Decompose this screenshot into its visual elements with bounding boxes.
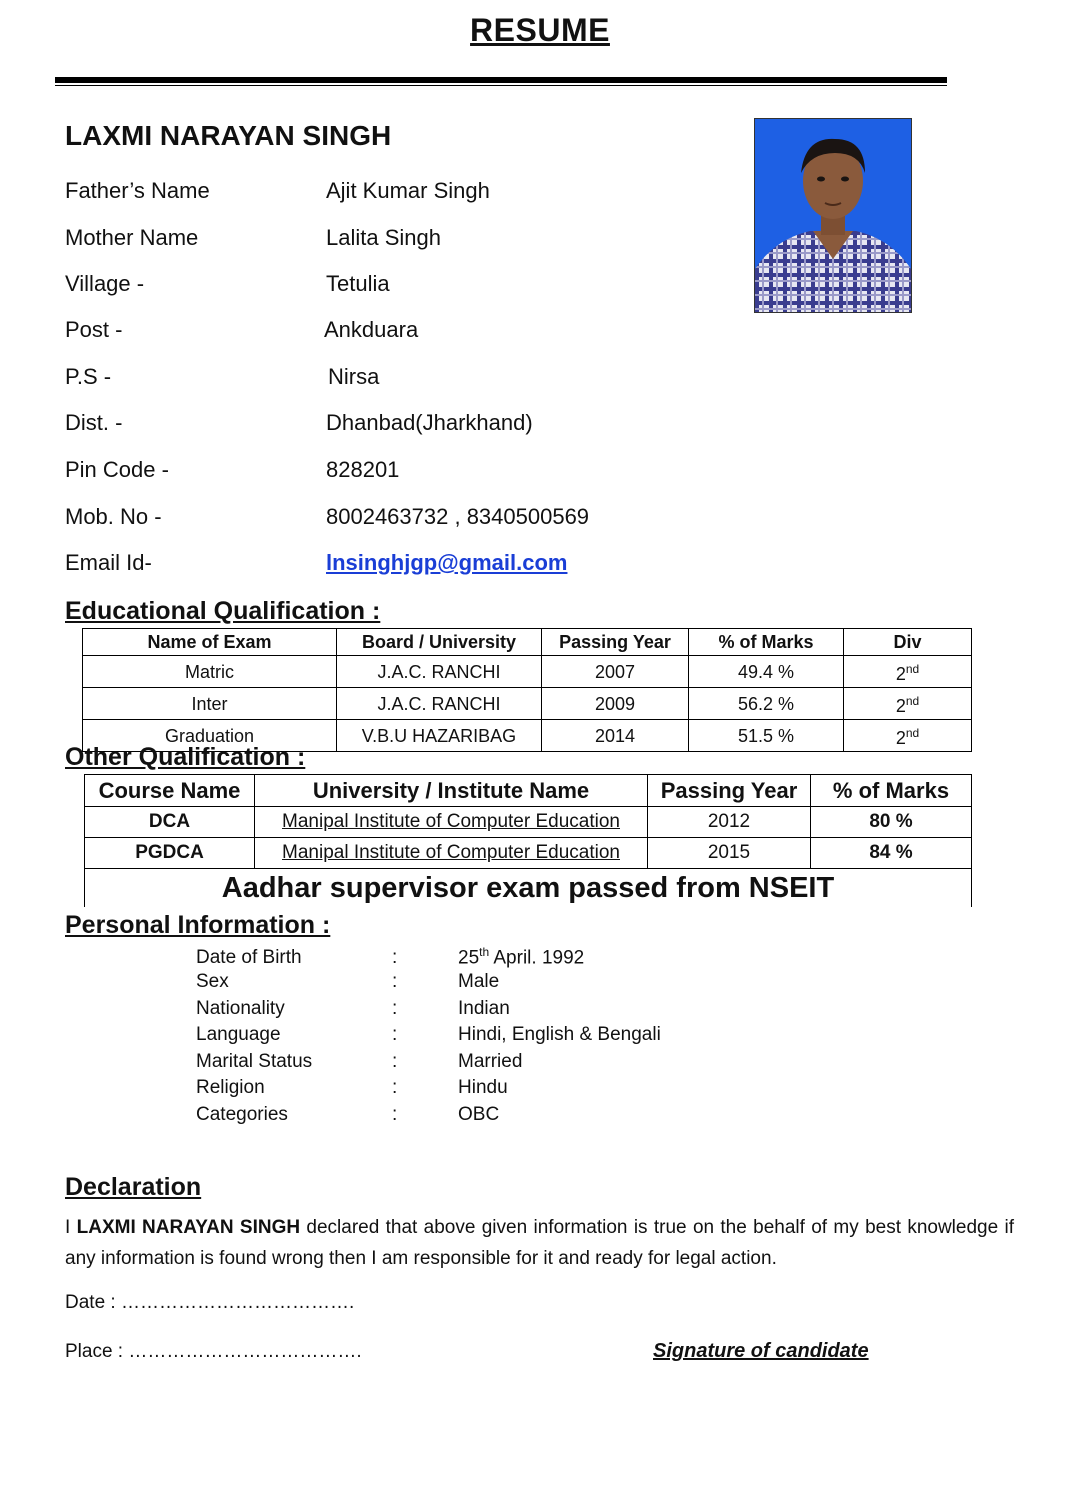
signature-label: Signature of candidate <box>653 1340 869 1362</box>
column-header: Course Name <box>85 775 255 807</box>
column-header: Board / University <box>337 629 542 656</box>
personal-row-language: Language : Hindi, English & Bengali <box>196 1024 661 1045</box>
personal-row-sex: Sex : Male <box>196 971 500 992</box>
table-row: PGDCA Manipal Institute of Computer Education 2015 84 % <box>85 838 972 869</box>
personal-row-nationality: Nationality : Indian <box>196 998 510 1019</box>
education-header-row <box>83 629 972 656</box>
column-header: % of Marks <box>811 775 972 807</box>
column-header: % of Marks <box>689 629 844 656</box>
column-header: Name of Exam <box>83 629 337 656</box>
table-row: Graduation V.B.U HAZARIBAG 2014 51.5 % 2nd <box>83 720 972 752</box>
personal-row-dob: Date of Birth : 25th April. 1992 <box>196 945 585 969</box>
other-header-row <box>85 775 972 807</box>
email-link[interactable]: lnsinghjgp@gmail.com <box>326 550 568 575</box>
detail-row-father: Father’s Name Ajit Kumar Singh <box>65 178 490 203</box>
column-header: University / Institute Name <box>255 775 648 807</box>
aadhar-note: Aadhar supervisor exam passed from NSEIT <box>85 869 972 908</box>
column-header: Passing Year <box>542 629 689 656</box>
portrait-image <box>755 119 911 312</box>
detail-row-ps: P.S - Nirsa <box>65 364 380 389</box>
candidate-photo <box>754 118 912 313</box>
declaration-heading: Declaration <box>65 1173 202 1201</box>
detail-row-village: Village - Tetulia <box>65 271 390 296</box>
detail-row-mobile: Mob. No - 8002463732 , 8340500569 <box>65 504 590 529</box>
place-line: Place : ………………………………. <box>65 1341 362 1362</box>
personal-row-religion: Religion : Hindu <box>196 1077 508 1098</box>
table-row: Inter J.A.C. RANCHI 2009 56.2 % 2nd <box>83 688 972 720</box>
column-header: Div <box>844 629 972 656</box>
education-table <box>82 628 972 752</box>
detail-row-dist: Dist. - Dhanbad(Jharkhand) <box>65 410 533 435</box>
aadhar-note-row <box>85 869 972 908</box>
table-row: Matric J.A.C. RANCHI 2007 49.4 % 2nd <box>83 656 972 688</box>
column-header: Passing Year <box>648 775 811 807</box>
personal-info-heading: Personal Information : <box>65 911 331 939</box>
other-qualification-table <box>84 774 972 907</box>
detail-row-post: Post - Ankduara <box>65 317 419 342</box>
education-heading: Educational Qualification : <box>65 597 381 625</box>
detail-row-mother: Mother Name Lalita Singh <box>65 225 441 250</box>
personal-row-marital: Marital Status : Married <box>196 1051 523 1072</box>
declaration-text: I LAXMI NARAYAN SINGH declared that above given information is true on the behalf of my best knowledge if any information is found wrong then I am responsible for it and ready for legal action. <box>65 1217 1014 1269</box>
date-line: Date : ………………………………. <box>65 1292 355 1313</box>
other-qualification-heading: Other Qualification : <box>65 743 306 771</box>
title-rule-thin <box>55 85 947 86</box>
candidate-name: LAXMI NARAYAN SINGH <box>65 120 392 151</box>
title-rule-thick <box>55 77 947 83</box>
page-title: RESUME <box>470 12 610 48</box>
detail-row-pincode: Pin Code - 828201 <box>65 457 400 482</box>
table-row: DCA Manipal Institute of Computer Education 2012 80 % <box>85 807 972 838</box>
personal-row-category: Categories : OBC <box>196 1104 500 1125</box>
detail-row-email: Email Id- lnsinghjgp@gmail.com <box>65 550 568 575</box>
